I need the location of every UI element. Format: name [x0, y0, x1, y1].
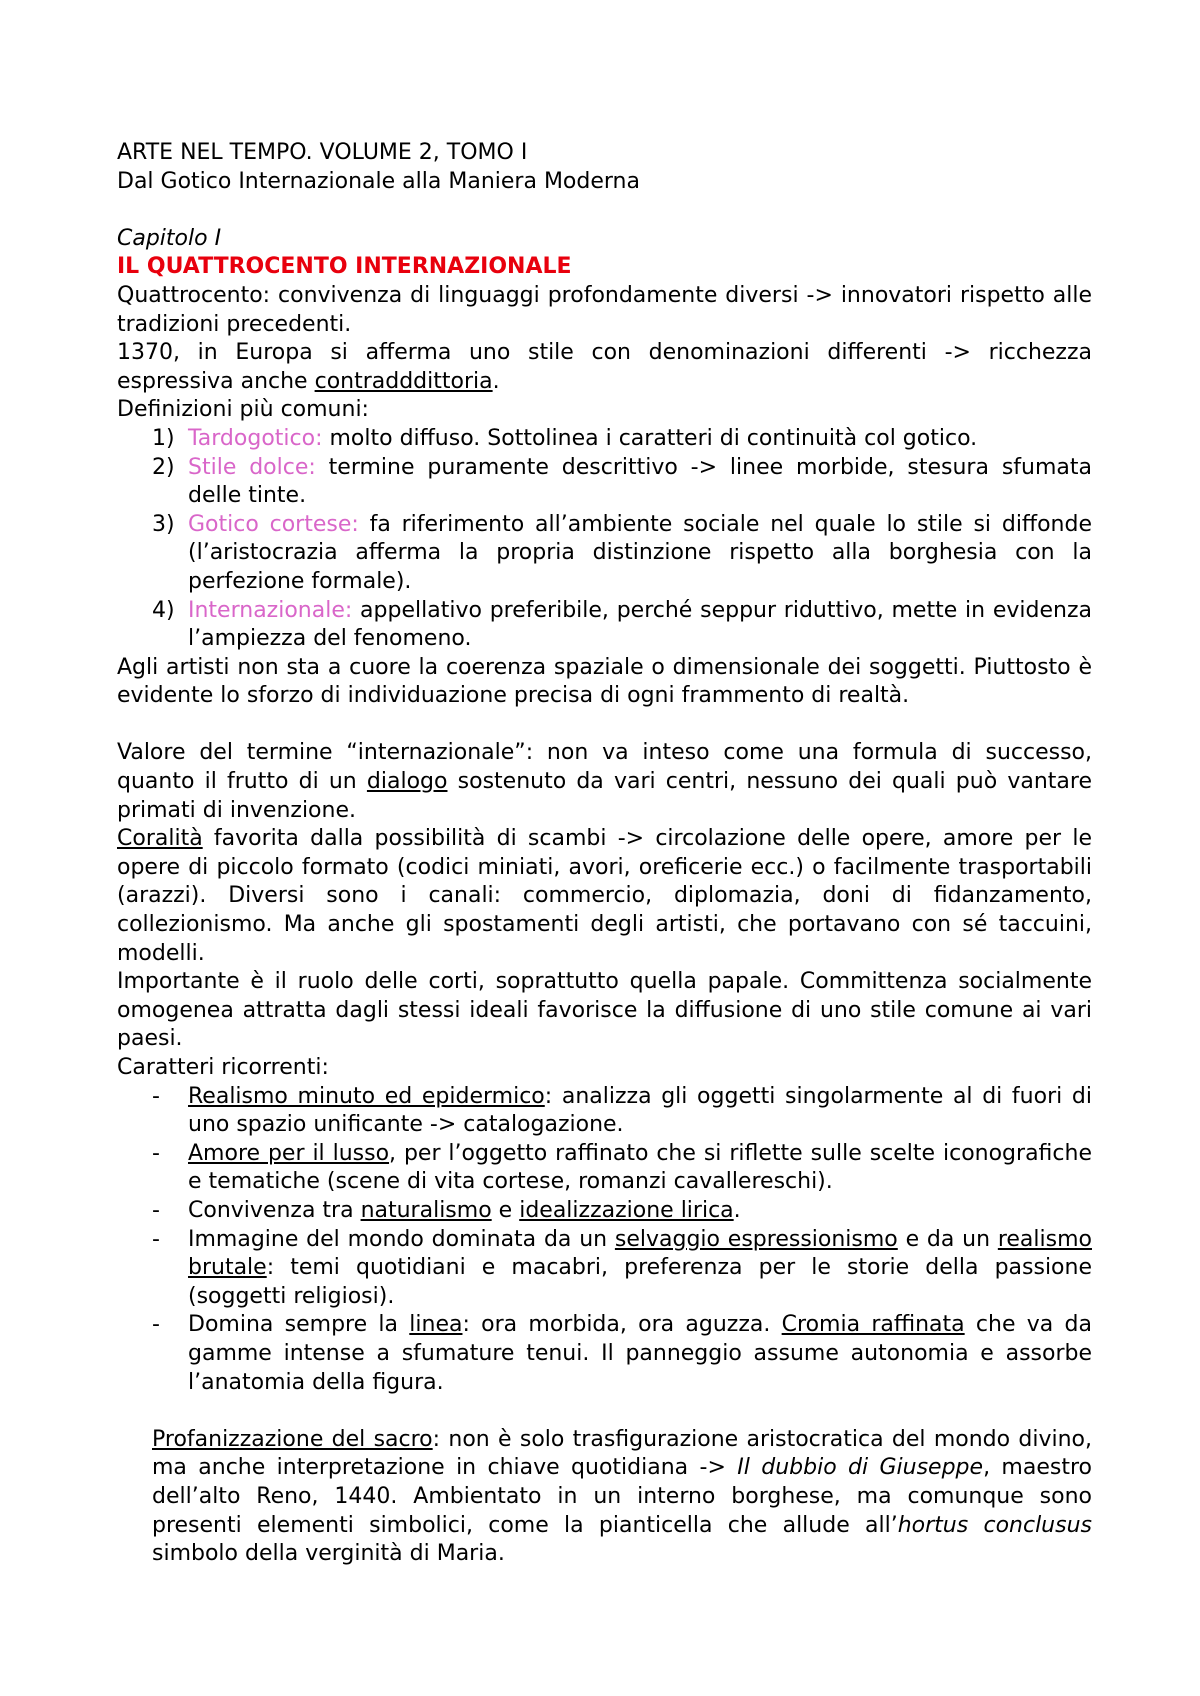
caratteri-list	[117, 1083, 1092, 1398]
definitions-label: Definizioni più comuni:	[117, 397, 369, 423]
coralita-paragraph: Coralità favorita dalla possibilità di scambi -> circolazione delle opere, amore per le opere di piccolo formato (codici miniati, avori, oreficerie ecc.) o facilmente trasportabili (arazzi). Diversi sono i canali: commercio, diplomazia, doni di fidanzamento, collezionismo. Ma anche gli spostamenti degli artisti, che portavano con sé taccuini, modelli.	[117, 826, 1092, 966]
list-item: - Domina sempre la linea: ora morbida, ora aguzza. Cromia raffinata che va da gamme intense a sfumature tenui. Il panneggio assume autonomia e assorbe l’anatomia della figura.	[152, 1312, 1092, 1395]
chapter-label: Capitolo I	[117, 225, 222, 251]
book-subtitle: Dal Gotico Internazionale alla Maniera Moderna	[117, 168, 640, 194]
europe-paragraph: 1370, in Europa si afferma uno stile con denominazioni differenti -> ricchezza espressiva anche contradddittoria.	[117, 340, 1092, 394]
list-item: - Convivenza tra naturalismo e idealizzazione lirica.	[117, 1197, 1092, 1226]
definitions-list	[117, 425, 1092, 654]
list-item: - Realismo minuto ed epidermico: analizza gli oggetti singolarmente al di fuori di uno spazio unificante -> catalogazione.	[152, 1083, 1092, 1138]
definition-item	[117, 454, 1092, 511]
definition-text: molto diffuso. Sottolinea i caratteri di continuità col gotico.	[322, 425, 978, 451]
underlined-term: Profanizzazione del sacro	[152, 1426, 433, 1452]
valore-paragraph: Valore del termine “internazionale”: non va inteso come una formula di successo, quanto il frutto di un dialogo sostenuto da vari centri, nessuno dei quali può vantare primati di invenzione.	[117, 740, 1092, 823]
book-title: ARTE NEL TEMPO. VOLUME 2, TOMO I	[117, 140, 528, 165]
definition-item	[117, 425, 1092, 454]
list-item: - Amore per il lusso, per l’oggetto raffinato che si riflette sulle scelte iconografiche e tematiche (scene di vita cortese, romanzi cavallereschi).	[152, 1140, 1092, 1195]
dash-bullet: -	[152, 1083, 160, 1109]
profanizzazione-paragraph: Profanizzazione del sacro: non è solo trasfigurazione aristocratica del mondo divino, ma anche interpretazione in chiave quotidiana -> Il dubbio di Giuseppe, maestro dell’alto Reno, 1440. Ambientato in un interno borghese, ma comunque sono presenti elementi simbolici, come la pianticella che allude all’hortus conclusus simbolo della verginità di Maria.	[152, 1426, 1092, 1567]
spacer	[117, 1397, 1092, 1426]
definition-text: fa riferimento all’ambiente sociale nel quale lo stile si diffonde (l’aristocrazia afferma la propria distinzione rispetto alla borghesia con la perfezione formale).	[188, 511, 1092, 594]
definition-term: Tardogotico:	[188, 425, 323, 451]
artists-paragraph: Agli artisti non sta a cuore la coerenza spaziale o dimensionale dei soggetti. Piuttosto è evidente lo sforzo di individuazione precisa di ogni frammento di realtà.	[117, 654, 1092, 709]
underlined-term: contradddittoria	[314, 368, 493, 394]
list-number: 4)	[152, 597, 175, 623]
corti-paragraph: Importante è il ruolo delle corti, soprattutto quella papale. Committenza socialmente omogenea attratta dagli stessi ideali favorisce la diffusione di uno stile comune ai vari paesi.	[117, 969, 1092, 1052]
spacer	[117, 196, 1092, 225]
definition-term: Stile dolce:	[188, 454, 316, 480]
latin-term: hortus conclusus	[897, 1512, 1092, 1538]
dash-bullet: -	[152, 1226, 160, 1252]
caratteri-label: Caratteri ricorrenti:	[117, 1055, 329, 1080]
definition-term: Gotico cortese:	[188, 511, 359, 537]
intro-paragraph: Quattrocento: convivenza di linguaggi profondamente diversi -> innovatori rispetto alle tradizioni precedenti.	[117, 282, 1092, 337]
artwork-title: Il dubbio di Giuseppe	[737, 1455, 984, 1481]
underlined-term: dialogo	[366, 769, 448, 795]
list-number: 3)	[152, 511, 175, 537]
definition-text: termine puramente descrittivo -> linee morbide, stesura sfumata delle tinte.	[188, 454, 1092, 509]
list-number: 1)	[152, 425, 175, 451]
underlined-term: Coralità	[117, 826, 203, 852]
dash-bullet: -	[152, 1140, 160, 1166]
list-item: - Immagine del mondo dominata da un selvaggio espressionismo e da un realismo brutale: temi quotidiani e macabri, preferenza per le storie della passione (soggetti religiosi).	[152, 1226, 1092, 1309]
spacer	[117, 711, 1092, 740]
definition-text: appellativo preferibile, perché seppur riduttivo, mette in evidenza l’ampiezza del fenomeno.	[188, 597, 1092, 652]
dash-bullet: -	[152, 1312, 160, 1338]
document-page	[117, 139, 1092, 1569]
dash-bullet: -	[152, 1197, 160, 1223]
chapter-title: IL QUATTROCENTO INTERNAZIONALE	[117, 254, 572, 280]
definition-item	[117, 511, 1092, 597]
definition-item	[117, 597, 1092, 654]
list-number: 2)	[152, 454, 175, 480]
definition-term: Internazionale:	[188, 597, 353, 623]
